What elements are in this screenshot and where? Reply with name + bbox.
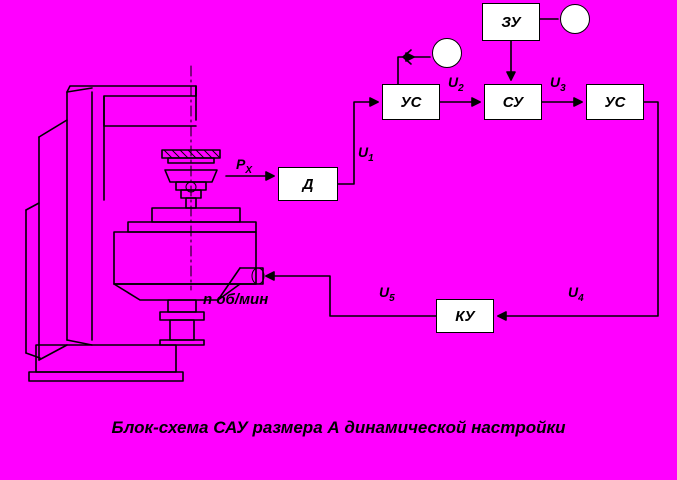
diagram-caption: Блок-схема САУ размера А динамической настройки <box>111 418 566 437</box>
signal-label-px-sub: X <box>245 164 253 176</box>
block-us-2[interactable]: УС <box>586 84 644 120</box>
signal-label-u2-sub: 2 <box>458 82 464 94</box>
signal-label-px-text: P <box>236 156 246 172</box>
signal-label-u5-sub: 5 <box>389 292 395 304</box>
wire-u2 <box>440 98 480 106</box>
wire-u5 <box>266 272 436 316</box>
block-zu[interactable]: ЗУ <box>482 3 540 41</box>
block-us-1[interactable]: УС <box>382 84 440 120</box>
signal-label-u4-sub: 4 <box>578 292 584 304</box>
machine-table <box>114 208 256 284</box>
machine-spindle-stack <box>162 150 220 208</box>
signal-label-u3-text: U <box>550 74 561 90</box>
signal-label-u3 <box>550 74 566 94</box>
wire-u1 <box>338 98 378 184</box>
signal-label-u2 <box>448 74 464 94</box>
signal-label-u4 <box>568 284 584 304</box>
machine-column <box>26 88 92 360</box>
block-su[interactable]: СУ <box>484 84 542 120</box>
block-d[interactable]: Д <box>278 167 338 201</box>
gauge-us1 <box>432 38 462 68</box>
signal-label-u5-text: U <box>379 284 390 300</box>
gauge-zu <box>560 4 590 34</box>
block-ku[interactable]: КУ <box>436 299 494 333</box>
signal-label-rpm: n об/мин <box>203 291 269 308</box>
signal-label-u4-text: U <box>568 284 579 300</box>
wire-us1-gauge <box>398 50 430 84</box>
machine-base <box>29 345 183 381</box>
signal-label-px <box>236 156 252 176</box>
signal-label-u1-text: U <box>358 144 369 160</box>
signal-label-u1-sub: 1 <box>368 152 374 164</box>
wire-u3 <box>542 98 582 106</box>
wire-zu-su <box>507 41 515 80</box>
signal-label-u5 <box>379 284 395 304</box>
signal-label-u3-sub: 3 <box>560 82 566 94</box>
signal-label-u2-text: U <box>448 74 459 90</box>
signal-label-u1 <box>358 144 374 164</box>
